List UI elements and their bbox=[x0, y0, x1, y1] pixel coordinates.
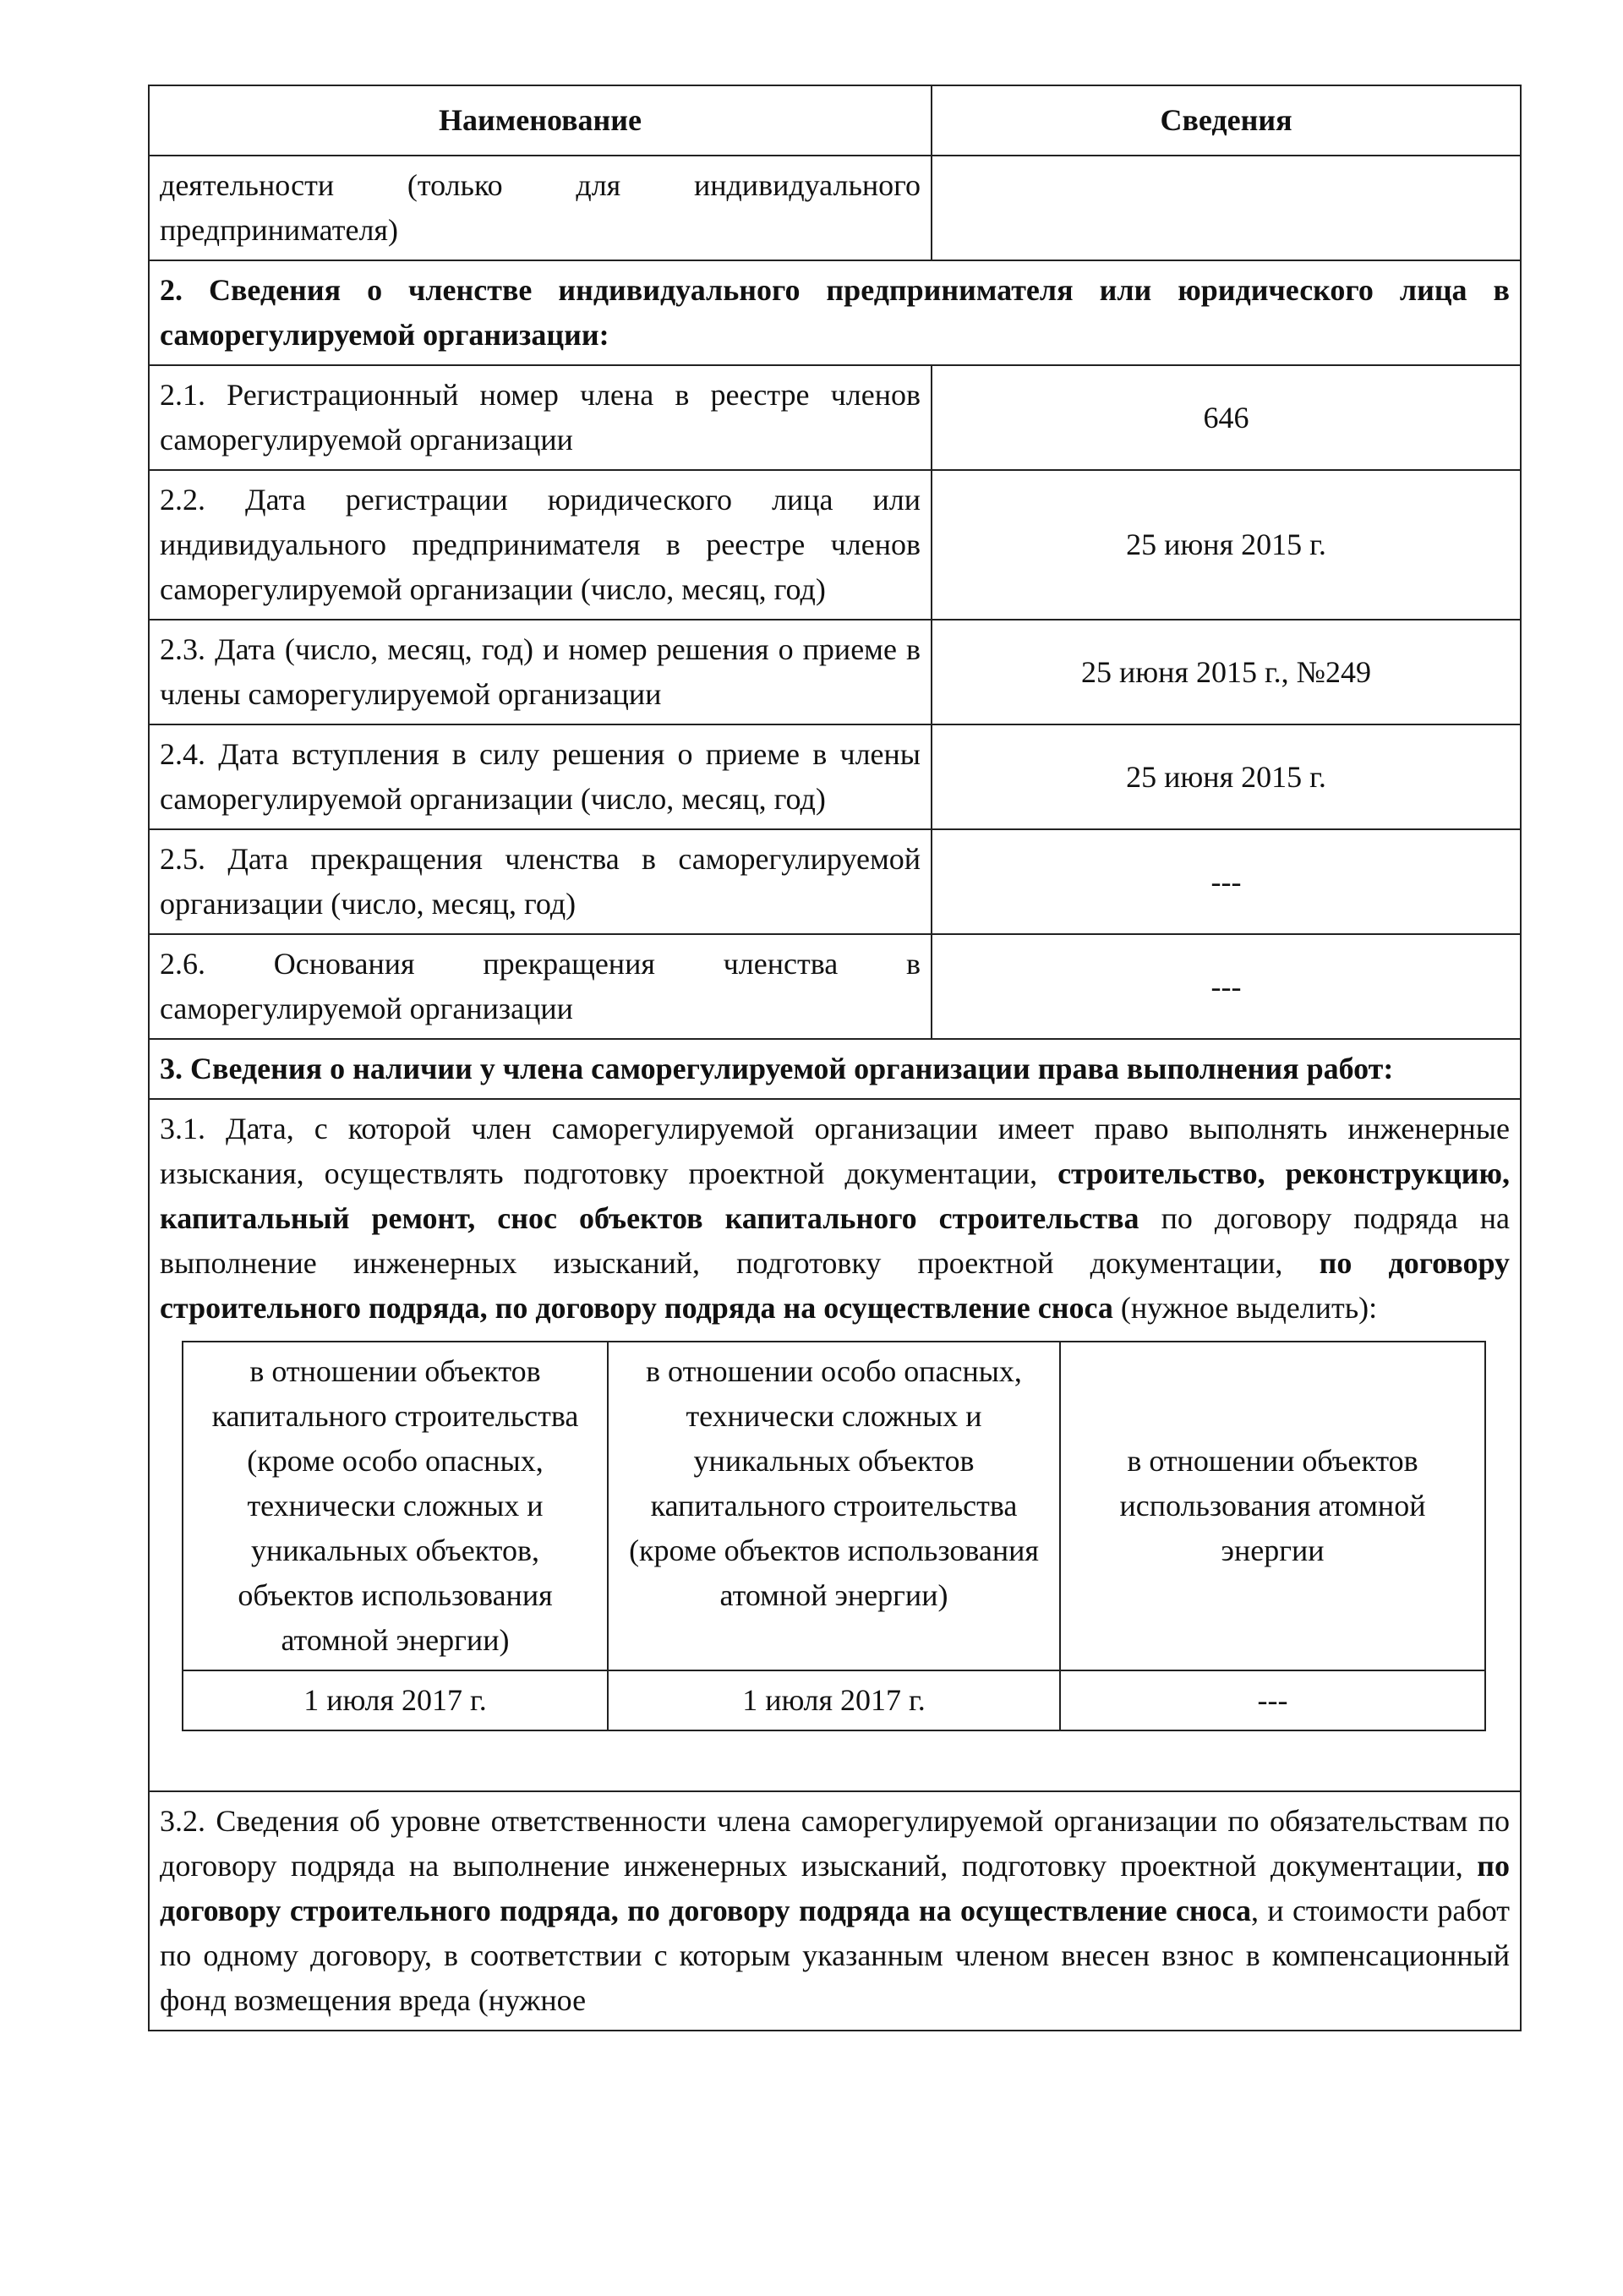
table-row bbox=[149, 934, 1521, 1039]
inner-value-row bbox=[183, 1670, 1485, 1730]
header-info: Сведения bbox=[932, 85, 1521, 156]
row-3-1-bold1: строительство, реконструкцию, капитальный ремонт, снос объектов капитального строительства bbox=[160, 1156, 1510, 1235]
header-name: Наименование bbox=[149, 85, 932, 156]
row-3-2-part2: , и стоимости работ по одному договору, в соответствии с которым указанным членом внесен взнос в компенсационный фонд возмещения вреда (нужное bbox=[160, 1894, 1510, 2017]
row-2-2-value: 25 июня 2015 г. bbox=[932, 470, 1521, 620]
section-3-title: 3. Сведения о наличии у члена саморегулируемой организации права выполнения работ: bbox=[149, 1039, 1521, 1099]
inner-col3-header: в отношении объектов использования атомной энергии bbox=[1060, 1342, 1485, 1670]
row-2-1-value: 646 bbox=[932, 365, 1521, 470]
row-2-5-value: --- bbox=[932, 829, 1521, 934]
table-row bbox=[149, 620, 1521, 724]
row-3-1-part2: по договору подряда на выполнение инженерных изысканий, подготовку проектной документации, bbox=[160, 1201, 1510, 1280]
inner-col1-header: в отношении объектов капитального строительства (кроме особо опасных, технически сложных и уникальных объектов, объектов использования атомной энергии) bbox=[183, 1342, 608, 1670]
table-row bbox=[149, 724, 1521, 829]
row-2-3-value: 25 июня 2015 г., №249 bbox=[932, 620, 1521, 724]
table-row bbox=[149, 829, 1521, 934]
row-2-6-value: --- bbox=[932, 934, 1521, 1039]
table-row bbox=[149, 1791, 1521, 2031]
row-label-line1: деятельности (только для индивидуального bbox=[160, 168, 921, 202]
row-2-2-label: 2.2. Дата регистрации юридического лица или индивидуального предпринимателя в реестре членов саморегулируемой организации (число, месяц, год) bbox=[149, 470, 932, 620]
section-row bbox=[149, 1039, 1521, 1099]
row-label-line2: предпринимателя) bbox=[160, 213, 398, 247]
row-2-1-label: 2.1. Регистрационный номер члена в реестре членов саморегулируемой организации bbox=[149, 365, 932, 470]
row-3-2 bbox=[149, 1791, 1521, 2031]
work-rights-table bbox=[182, 1341, 1486, 1731]
row-2-4-value: 25 июня 2015 г. bbox=[932, 724, 1521, 829]
row-3-1-text bbox=[160, 1107, 1510, 1331]
row-2-6-label: 2.6. Основания прекращения членства в саморегулируемой организации bbox=[149, 934, 932, 1039]
row-3-1-part3: (нужное выделить): bbox=[1112, 1291, 1378, 1325]
row-3-1-bold2: по договору строительного подряда, по договору подряда на осуществление сноса bbox=[160, 1246, 1511, 1325]
row-3-1-part1: 3.1. Дата, с которой член саморегулируемой организации имеет право выполнять инженерные изыскания, осуществлять подготовку проектной документации, bbox=[160, 1112, 1510, 1190]
table-row bbox=[149, 470, 1521, 620]
table-header-row bbox=[149, 85, 1521, 156]
row-value bbox=[932, 156, 1521, 260]
row-3-1 bbox=[149, 1099, 1521, 1791]
row-2-3-label: 2.3. Дата (число, месяц, год) и номер решения о приеме в члены саморегулируемой организации bbox=[149, 620, 932, 724]
table-row bbox=[149, 156, 1521, 260]
row-3-2-part1: 3.2. Сведения об уровне ответственности члена саморегулируемой организации по обязательствам по договору подряда на выполнение инженерных изысканий, подготовку проектной документации, bbox=[160, 1804, 1510, 1883]
table-row bbox=[149, 365, 1521, 470]
row-label bbox=[149, 156, 932, 260]
inner-col2-value: 1 июля 2017 г. bbox=[608, 1670, 1060, 1730]
row-2-4-label: 2.4. Дата вступления в силу решения о приеме в члены саморегулируемой организации (число, месяц, год) bbox=[149, 724, 932, 829]
registry-table bbox=[148, 85, 1522, 2031]
inner-col2-header: в отношении особо опасных, технически сложных и уникальных объектов капитального строительства (кроме объектов использования атомной энергии) bbox=[608, 1342, 1060, 1670]
inner-col3-value: --- bbox=[1060, 1670, 1485, 1730]
inner-header-row bbox=[183, 1342, 1485, 1670]
row-2-5-label: 2.5. Дата прекращения членства в саморегулируемой организации (число, месяц, год) bbox=[149, 829, 932, 934]
section-row bbox=[149, 260, 1521, 365]
section-2-title: 2. Сведения о членстве индивидуального предпринимателя или юридического лица в саморегулируемой организации: bbox=[149, 260, 1521, 365]
inner-col1-value: 1 июля 2017 г. bbox=[183, 1670, 608, 1730]
table-row bbox=[149, 1099, 1521, 1791]
row-3-2-bold1: по договору строительного подряда, по договору подряда на осуществление сноса bbox=[160, 1849, 1510, 1927]
row-3-2-text bbox=[160, 1799, 1510, 2023]
